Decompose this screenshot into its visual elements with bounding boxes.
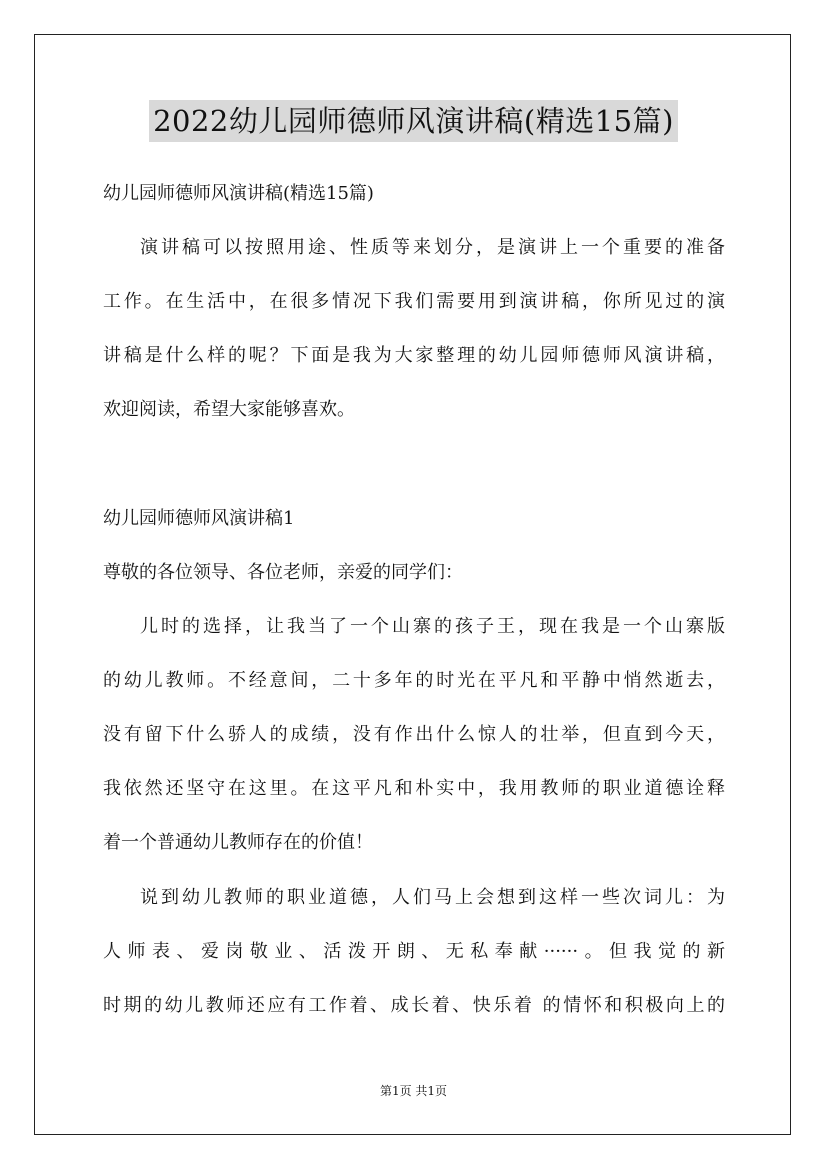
paragraph2-line-1: 说到幼儿教师的职业道德，人们马上会想到这样一些次词儿：为 [140,887,725,908]
paragraph1-line-3: 没有留下什么骄人的成绩，没有作出什么惊人的壮举，但直到今天， [103,724,725,745]
section-heading: 幼儿园师德师风演讲稿1 [103,508,295,529]
title-container [0,100,827,142]
page-footer: 第1页 共1页 [379,1084,448,1098]
document-subtitle: 幼儿园师德师风演讲稿(精选15篇) [103,183,374,204]
paragraph2-line-3: 时期的幼儿教师还应有工作着、成长着、快乐着 的情怀和积极向上的 [103,995,725,1016]
paragraph1-line-2: 的幼儿教师。不经意间，二十多年的时光在平凡和平静中悄然逝去， [103,670,725,691]
paragraph1-line-5: 着一个普通幼儿教师存在的价值！ [103,832,373,853]
paragraph1-line-1: 儿时的选择，让我当了一个山寨的孩子王，现在我是一个山寨版 [140,616,725,637]
intro-line-1: 演讲稿可以按照用途、性质等来划分，是演讲上一个重要的准备 [140,237,725,258]
intro-line-3: 讲稿是什么样的呢？下面是我为大家整理的幼儿园师德师风演讲稿， [103,345,725,366]
document-title: 2022幼儿园师德师风演讲稿(精选15篇) [149,100,678,142]
intro-line-2: 工作。在生活中，在很多情况下我们需要用到演讲稿，你所见过的演 [103,291,725,312]
salutation: 尊敬的各位领导、各位老师，亲爱的同学们： [103,562,463,583]
intro-line-4: 欢迎阅读，希望大家能够喜欢。 [103,399,355,420]
paragraph1-line-4: 我依然还坚守在这里。在这平凡和朴实中，我用教师的职业道德诠释 [103,778,725,799]
paragraph2-line-2: 人师表、爱岗敬业、活泼开朗、无私奉献······。但我觉的新 [103,941,725,962]
